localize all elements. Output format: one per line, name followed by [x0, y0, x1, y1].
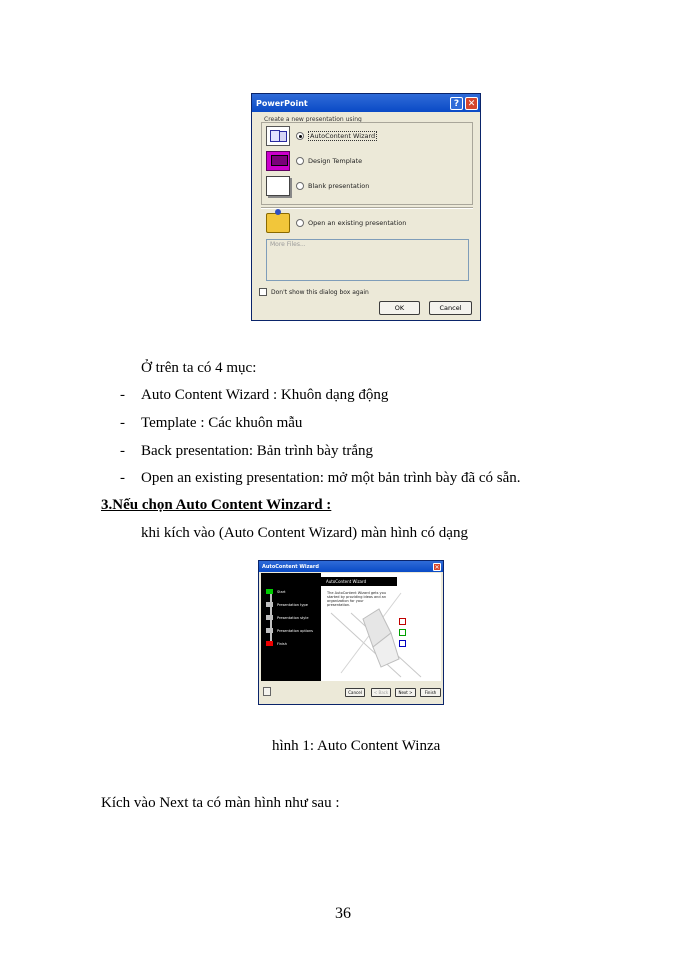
design-template-icon	[266, 151, 290, 171]
wizard-step-finish[interactable]	[266, 641, 287, 646]
step-label: Finish	[277, 641, 287, 646]
wizard-illustration	[321, 573, 441, 681]
close-icon[interactable]: ✕	[434, 563, 440, 571]
radio-open-existing[interactable]	[296, 219, 304, 227]
radio-design-template[interactable]	[296, 157, 304, 165]
wizard-step-type[interactable]	[266, 602, 308, 607]
dialog-titlebar[interactable]	[252, 94, 480, 112]
option-blank-presentation[interactable]	[266, 176, 369, 196]
wizard-title: AutoContent Wizard	[262, 563, 319, 570]
close-icon[interactable]: ✕	[465, 97, 478, 110]
intro-text: Ở trên ta có 4 mục:	[141, 360, 257, 376]
checkbox-label: Don't show this dialog box again	[271, 288, 369, 296]
step-label: Presentation style	[277, 615, 309, 620]
bullet-item: Template : Các khuôn mẫu	[141, 415, 303, 431]
bullet-dash: -	[120, 443, 125, 459]
step-marker-icon	[266, 589, 273, 594]
list-item[interactable]: More Files...	[270, 241, 306, 248]
green-square-icon	[399, 629, 406, 636]
recent-files-list[interactable]	[266, 239, 469, 281]
option-open-existing[interactable]	[266, 213, 406, 233]
step-marker-icon	[266, 602, 273, 607]
figure-caption: hình 1: Auto Content Winza	[272, 738, 441, 754]
paragraph-text: Kích vào Next ta có màn hình như sau :	[101, 795, 340, 811]
ok-button[interactable]: OK	[379, 301, 420, 315]
bullet-dash: -	[120, 415, 125, 431]
blank-presentation-icon	[266, 176, 290, 196]
wizard-cancel-button[interactable]: Cancel	[345, 688, 365, 697]
wizard-titlebar[interactable]	[259, 561, 443, 572]
step-label: Presentation type	[277, 602, 308, 607]
step-marker-icon	[266, 628, 273, 633]
cancel-button[interactable]: Cancel	[429, 301, 472, 315]
red-square-icon	[399, 618, 406, 625]
option-label: Blank presentation	[308, 182, 370, 190]
wizard-description: The AutoContent Wizard gets you started by providing ideas and an organization for your presentation.	[327, 591, 387, 607]
bullet-dash: -	[120, 387, 125, 403]
bullet-item: Auto Content Wizard : Khuôn dạng động	[141, 387, 389, 403]
wizard-next-button[interactable]: Next >	[395, 688, 416, 697]
dont-show-again-row[interactable]	[259, 288, 369, 296]
step-label: Start	[277, 589, 286, 594]
wizard-back-button[interactable]: < Back	[371, 688, 391, 697]
wizard-content-panel	[321, 573, 441, 681]
wizard-help-icon[interactable]	[263, 687, 271, 696]
wizard-step-options[interactable]	[266, 628, 313, 633]
option-design-template[interactable]	[266, 151, 362, 171]
dialog-title: PowerPoint	[256, 98, 308, 108]
wizard-step-style[interactable]	[266, 615, 309, 620]
step-marker-icon	[266, 641, 273, 646]
page-number: 36	[335, 905, 351, 922]
bullet-item: Back presentation: Bản trình bày trắng	[141, 443, 374, 459]
step-marker-icon	[266, 615, 273, 620]
autocontent-wizard-window	[258, 560, 444, 705]
option-autocontent-wizard[interactable]	[266, 126, 377, 146]
radio-autocontent-wizard[interactable]	[296, 132, 304, 140]
wizard-step-start[interactable]	[266, 589, 286, 594]
bullet-dash: -	[120, 470, 125, 486]
wizard-steps-panel	[261, 573, 321, 681]
blue-square-icon	[399, 640, 406, 647]
bullet-item: Open an existing presentation: mở một bản trình bày đã có sẵn.	[141, 470, 521, 486]
step-label: Presentation options	[277, 628, 313, 633]
wizard-finish-button[interactable]: Finish	[420, 688, 441, 697]
dont-show-again-checkbox[interactable]	[259, 288, 267, 296]
option-label: AutoContent Wizard	[310, 132, 376, 140]
powerpoint-dialog	[251, 93, 481, 321]
help-icon[interactable]: ?	[450, 97, 463, 110]
paragraph-text: khi kích vào (Auto Content Wizard) màn hình có dạng	[141, 525, 468, 541]
section-heading: 3.Nếu chọn Auto Content Winzard :	[101, 497, 332, 513]
option-label: Open an existing presentation	[308, 219, 407, 227]
option-label: Design Template	[308, 157, 363, 165]
titlebar-buttons	[450, 97, 478, 110]
open-folder-icon	[266, 213, 290, 233]
wizard-icon	[266, 126, 290, 146]
divider	[261, 207, 473, 209]
group-label: Create a new presentation using	[264, 116, 362, 123]
radio-blank-presentation[interactable]	[296, 182, 304, 190]
wizard-panel-heading: AutoContent Wizard	[326, 579, 367, 584]
